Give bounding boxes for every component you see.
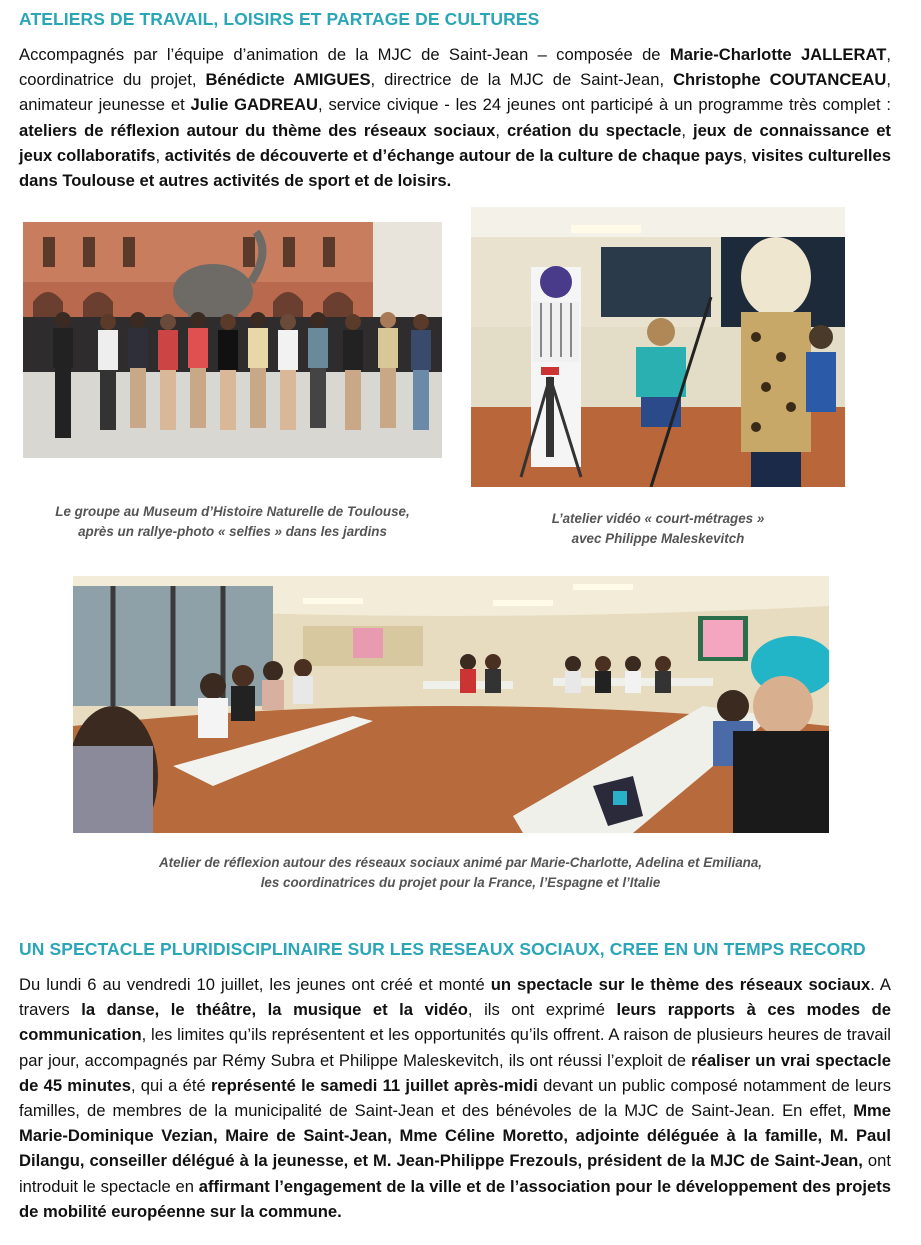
intro-bold-text: activités de découverte et d’échange autour de la culture de chaque pays	[164, 145, 743, 165]
intro-text: , coordinatrice du projet,	[19, 45, 891, 90]
video-caption-line2: avec Philippe Maleskevitch	[571, 531, 745, 546]
video-caption-line1: L’atelier vidéo « court-métrages »	[551, 511, 765, 526]
spectacle-bold-text: représenté le samedi 11 juillet après-midi	[210, 1075, 538, 1095]
intro-bold-text: visites culturelles dans Toulouse et autres activités de sport et de loisirs.	[19, 145, 891, 191]
panorama-caption-line2: les coordinatrices du projet pour la France, l’Espagne et l’Italie	[260, 875, 661, 890]
spectacle-text: , les limites qu’ils représentent et les opportunités qu’ils offrent. A raison de plusieurs heures de travail par jour, accompagnés par Rémy Subra et Philippe Maleskevitch, ils ont réussi l’exploit de	[19, 1025, 891, 1070]
section-heading-spectacle: UN SPECTACLE PLURIDISCIPLINAIRE SUR LES RESEAUX SOCIAUX, CREE EN UN TEMPS RECORD	[19, 939, 866, 959]
intro-bold-text: Marie-Charlotte JALLERAT	[669, 45, 887, 64]
spectacle-text: devant un public composé notamment de leurs familles, de membres de la municipalité de Saint-Jean et des bénévoles de la MJC de Saint-Jean. En effet,	[19, 1075, 891, 1121]
panorama-workshop-photo	[73, 576, 829, 833]
intro-text: Accompagnés par l’équipe d’animation de la MJC de Saint-Jean – composée de	[19, 45, 670, 64]
spectacle-bold-text: Mme Marie-Dominique Vezian, Maire de Saint-Jean, Mme Céline Moretto, adjointe déléguée à la famille, M. Paul Dilangu, conseiller délégué à la jeunesse, et M. Jean-Philippe Frezouls, président de la MJC de Saint-Jean,	[19, 1101, 891, 1171]
spectacle-paragraph	[19, 972, 891, 1224]
video-photo-caption	[471, 509, 845, 549]
intro-text: , service civique - les 24 jeunes ont participé à un programme très complet :	[318, 95, 892, 115]
spectacle-text: Du lundi 6 au vendredi 10 juillet, les jeunes ont créé et monté	[19, 975, 491, 994]
intro-text: ,	[495, 120, 507, 140]
spectacle-bold-text: un spectacle sur le thème des réseaux sociaux	[490, 975, 871, 994]
panorama-photo-caption	[0, 853, 921, 893]
spectacle-text: ont introduit le spectacle en	[19, 1151, 891, 1196]
intro-text: , directrice de la MJC de Saint-Jean,	[370, 70, 674, 90]
intro-bold-text: Julie GADREAU	[190, 95, 319, 115]
intro-text: ,	[742, 145, 752, 165]
intro-bold-text: création du spectacle	[506, 120, 682, 140]
museum-caption-line2: après un rallye-photo « selfies » dans les jardins	[78, 524, 387, 539]
museum-group-photo	[23, 222, 442, 458]
intro-text: ,	[155, 145, 165, 165]
intro-bold-text: Christophe COUTANCEAU	[673, 70, 887, 90]
intro-bold-text: jeux de connaissance et jeux collaboratifs	[19, 120, 891, 165]
spectacle-bold-text: réaliser un vrai spectacle de 45 minutes	[19, 1050, 891, 1095]
spectacle-bold-text: leurs rapports à ces modes de communication	[19, 1000, 892, 1045]
intro-paragraph	[19, 42, 891, 193]
intro-bold-text: Bénédicte AMIGUES	[205, 70, 371, 90]
spectacle-text: , ils ont exprimé	[467, 1000, 617, 1020]
spectacle-bold-text: affirmant l’engagement de la ville et de l’association pour le développement des projets de mobilité européenne sur la commune.	[19, 1176, 891, 1221]
spectacle-text: , qui a été	[130, 1075, 211, 1095]
intro-bold-text: ateliers de réflexion autour du thème des réseaux sociaux	[19, 120, 496, 140]
panorama-caption-line1: Atelier de réflexion autour des réseaux sociaux animé par Marie-Charlotte, Adelina et Emiliana,	[158, 855, 763, 870]
museum-caption-line1: Le groupe au Museum d’Histoire Naturelle de Toulouse,	[55, 504, 410, 519]
spectacle-text: . A travers	[19, 975, 891, 1020]
museum-photo-caption	[23, 502, 442, 542]
intro-text: ,	[681, 120, 693, 140]
section-heading-ateliers: ATELIERS DE TRAVAIL, LOISIRS ET PARTAGE DE CULTURES	[19, 9, 540, 29]
video-workshop-photo	[471, 207, 845, 487]
intro-text: , animateur jeunesse et	[19, 70, 891, 115]
spectacle-bold-text: la danse, le théâtre, la musique et la vidéo	[81, 1000, 468, 1020]
